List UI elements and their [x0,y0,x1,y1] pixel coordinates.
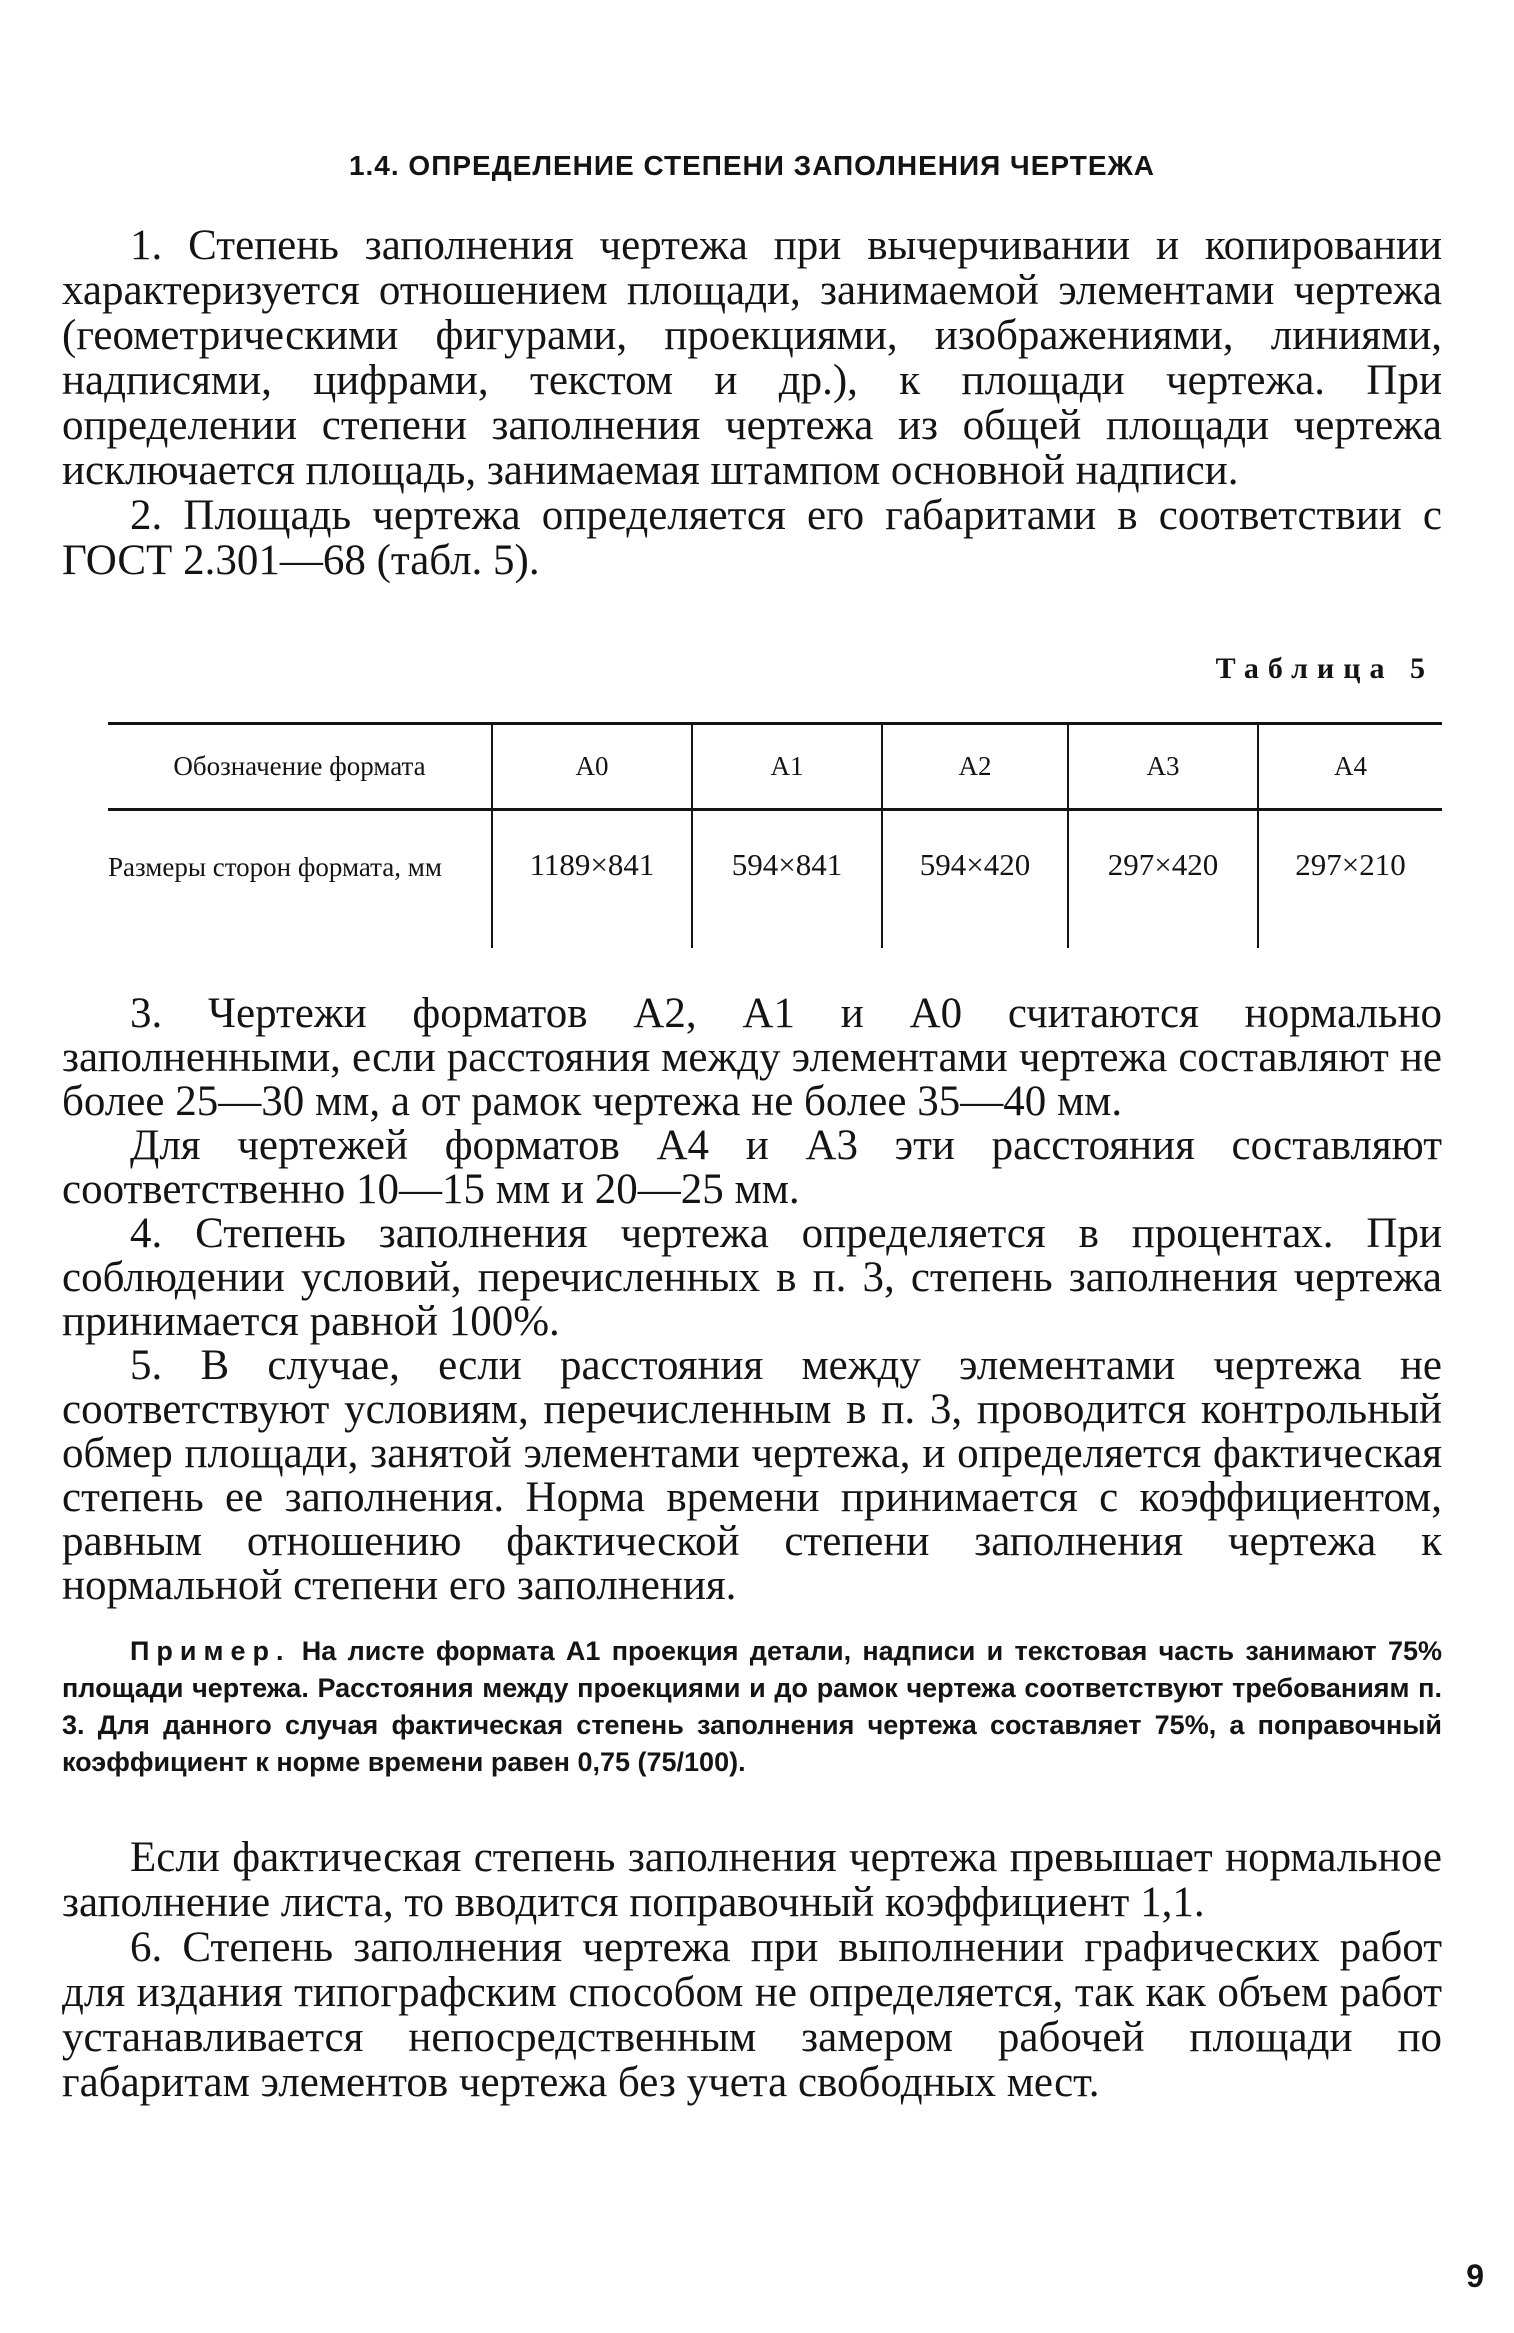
section-heading: 1.4. ОПРЕДЕЛЕНИЕ СТЕПЕНИ ЗАПОЛНЕНИЯ ЧЕРТЕЖА [348,150,1156,181]
table-header-cell: А0 [492,724,692,810]
table-header-cell: А3 [1068,724,1258,810]
table-cell: Размеры сторон формата, мм [108,852,442,882]
paragraph-3: 3. Чертежи форматов А2, А1 и А0 считаются нормально заполненными, если расстояния между элементами чертежа составляют не более 25—30 мм, а от рамок чертежа не более 35—40 мм. [62,990,1442,1125]
example-label: Пример. [130,1636,291,1666]
paragraph-4: 4. Степень заполнения чертежа определяется в процентах. При соблюдении условий, перечисленных в п. 3, степень заполнения чертежа принимается равной 100%. [62,1210,1442,1345]
paragraph-6: 6. Степень заполнения чертежа при выполнении графических работ для издания типографским способом не определяется, так как объем работ устанавливается непосредственным замером рабочей площади по габаритам элементов чертежа без учета свободных мест. [62,1924,1442,2106]
example-note [62,1633,1442,1781]
page-number: 9 [1466,2258,1484,2294]
table-caption: Таблица 5 [1215,652,1434,685]
table-cell: 1189×841 [492,810,692,948]
table-header-row [108,724,1442,810]
paragraph-3-continued: Для чертежей форматов А4 и А3 эти расстояния составляют соответственно 10—15 мм и 20—25 мм. [62,1122,1442,1213]
paragraph-1: 1. Степень заполнения чертежа при вычерчивании и копировании характеризуется отношением площади, занимаемой элементами чертежа (геометрическими фигурами, проекциями, изображениями, линиями, надписями, цифрами, текстом и др.), к площади чертежа. При определении степени заполнения чертежа из общей площади чертежа исключается площадь, занимаемая штампом основной надписи. [62,222,1442,494]
table-header-cell: А2 [882,724,1068,810]
table-row [108,810,1442,948]
text-block-middle [62,992,1442,1608]
table-header-cell: Обозначение формата [108,724,492,810]
table-cell: 297×420 [1068,810,1258,948]
paragraph-5-continued: Если фактическая степень заполнения чертежа превышает нормальное заполнение листа, то вводится поправочный коэффициент 1,1. [62,1834,1442,1926]
paragraph-2: 2. Площадь чертежа определяется его габаритами в соответствии с ГОСТ 2.301—68 (табл. 5). [62,492,1442,584]
table-cell: 297×210 [1258,810,1442,948]
text-block-top [62,223,1442,583]
table-header-cell: А4 [1258,724,1442,810]
text-block-bottom [62,1835,1442,2105]
table-cell: 594×420 [882,810,1068,948]
paragraph-5: 5. В случае, если расстояния между элементами чертежа не соответствуют условиям, перечисленным в п. 3, проводится контрольный обмер площади, занятой элементами чертежа, и определяется фактическая степень ее заполнения. Норма времени принимается с коэффициентом, равным отношению фактической степени заполнения чертежа к нормальной степени его заполнения. [62,1342,1442,1609]
table-cell: 594×841 [692,810,882,948]
example-text: На листе формата А1 проекция детали, надписи и текстовая часть занимают 75% площади чертежа. Расстояния между проекциями и до рамок чертежа соответствуют требованиям п. 3. Для данного случая фактическая степень заполнения чертежа составляет 75%, а поправочный коэффициент к норме времени равен 0,75 (75/100). [62,1636,1442,1777]
table-header-cell: А1 [692,724,882,810]
format-table [108,722,1442,948]
